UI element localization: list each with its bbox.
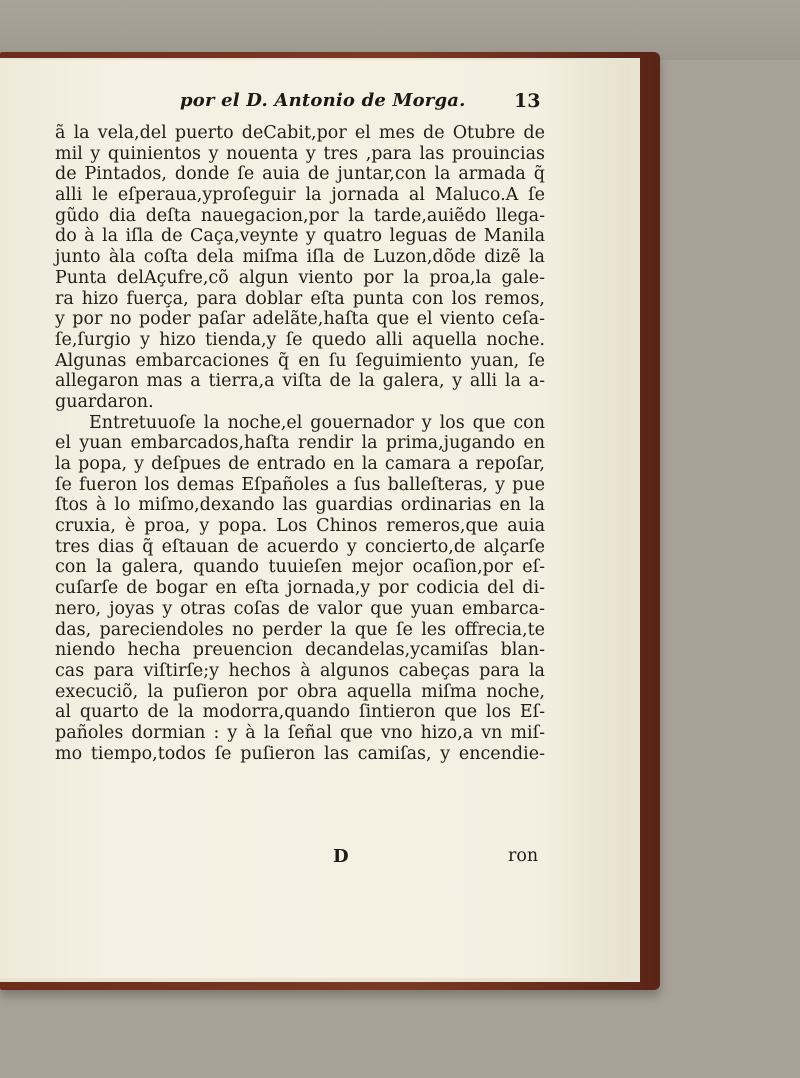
paragraph-start-line: Entretuuoſe la noche,el gouernador y los que con (89, 412, 545, 433)
page-header (0, 90, 630, 120)
text-line: la popa, y deſpues de entrado en la camara a repoſar, (55, 454, 545, 474)
running-head: por el D. Antonio de Morga. (180, 90, 466, 111)
text-line: do à la iſla de Caça,veynte y quatro leguas de Manila (55, 226, 545, 247)
text-line: de Pintados, donde ſe auia de juntar,con la armada q̃ (55, 164, 545, 185)
text-line: gũdo dia deſta nauegacion,por la tarde,auiẽdo llega- (55, 205, 545, 226)
text-line: mil y quinientos y nouenta y tres ,para las prouincias (55, 143, 545, 164)
text-line: guardaron. (55, 391, 154, 412)
text-line: ſtos à lo miſmo,dexando las guardias ordinarias en la (55, 495, 545, 516)
text-line: niendo hecha preuencion decandelas,ycamiſas blan- (55, 640, 545, 661)
text-line: execuciõ, la puſieron por obra aquella miſma noche, (55, 681, 545, 702)
text-line: ã la vela,del puerto deCabit,por el mes de Otubre de (55, 123, 545, 143)
text-line: alli le eſperaua,yproſeguir la jornada al Maluco.A ſe (55, 185, 545, 206)
text-line: al quarto de la modorra,quando ſintieron que los Eſ- (55, 702, 545, 723)
page-number: 13 (514, 90, 541, 112)
text-line: cas para viſtirſe;y hechos à algunos cabeças para la (55, 660, 545, 681)
text-line: cruxia, è proa, y popa. Los Chinos remeros,que auia (55, 516, 545, 537)
text-line: nero, joyas y otras coſas de valor que yuan embarca- (55, 598, 545, 619)
text-line: Punta delAçufre,cõ algun viento por la proa,la gale- (55, 267, 545, 288)
catchword: ron (508, 846, 539, 866)
text-line: con la galera, quando tuuieſen mejor ocaſion,por eſ- (55, 557, 545, 578)
text-line: ra hizo fuerça, para doblar eſta punta con los remos, (55, 288, 545, 309)
text-line: cuſarſe de bogar en eſta jornada,y por codicia del di- (55, 578, 545, 599)
text-body (55, 123, 545, 764)
text-line: das, pareciendoles no perder la que ſe les offrecia,te (55, 619, 545, 640)
book-page (0, 60, 630, 978)
text-line: ſe fueron los demas Eſpañoles a ſus balleſteras, y pue (55, 474, 545, 495)
signature-mark: D (333, 846, 349, 867)
text-line: junto àla coſta dela miſma iſla de Luzon,dõde dizẽ la (55, 247, 545, 268)
background-top (0, 0, 800, 60)
page-footer (0, 846, 630, 870)
text-line: allegaron mas a tierra,a viſta de la galera, y alli la a- (55, 371, 545, 392)
text-line: Algunas embarcaciones q̃ en ſu ſeguimiento yuan, ſe (55, 350, 545, 371)
text-line: ſe,ſurgio y hizo tienda,y ſe quedo alli aquella noche. (55, 329, 545, 350)
text-line: mo tiempo,todos ſe puſieron las camiſas, y encendie- (55, 743, 545, 764)
text-line: y por no poder paſar adelãte,haſta que el viento ceſa- (55, 309, 545, 330)
text-line: pañoles dormian : y à la ſeñal que vno hizo,a vn miſ- (55, 722, 545, 743)
text-line: el yuan embarcados,haſta rendir la prima,jugando en (55, 433, 545, 454)
text-line: tres dias q̃ eſtauan de acuerdo y concierto,de alçarſe (55, 536, 545, 557)
